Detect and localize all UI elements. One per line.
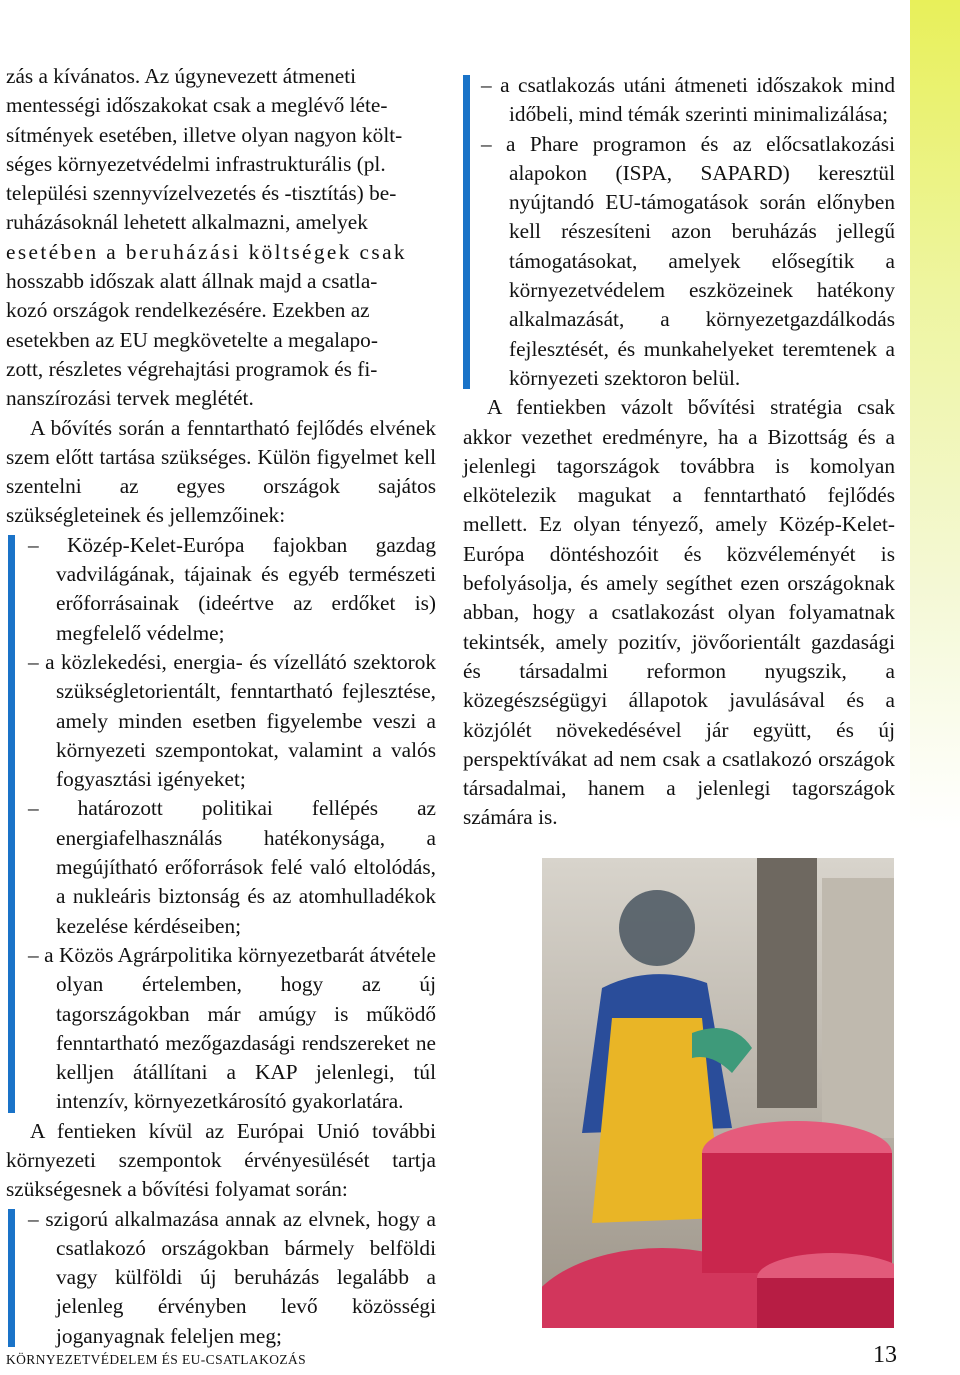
text-line: zott, részletes végrehajtási programok és fi- — [6, 356, 378, 381]
bullet-item: – a csatlakozás utáni átmeneti időszakok mind időbeli, mind témák szerinti minimalizálása; — [481, 73, 895, 127]
barrel-body-2 — [757, 1278, 894, 1328]
bullet-item: – határozott politikai fellépés az energiafelhasználás hatékonysága, a megújítható erőforrások felé való eltolódás, a nukleáris biztonság és az atomhulladékok kezelése kérdéseiben; — [28, 796, 436, 938]
barrel-body — [702, 1153, 892, 1273]
text-line: zás a kívánatos. Az úgynevezett átmeneti — [6, 64, 357, 88]
page-number: 13 — [873, 1342, 897, 1368]
right-column — [463, 71, 895, 833]
bullet-item: – a Phare programon és az előcsatlakozási alapokon (ISPA, SAPARD) keresztül nyújtandó EU-támogatások során előnyben kell részesíteni azon beruházás jellegű támogatásokat, amelyek elősegítik a környezetvédelem eszközeinek hatékony alkalmazását, a környezetgazdálkodás fejlesztését, és munkahelyeket teremtenek a környezeti szektoron belül. — [481, 131, 895, 390]
bullet-item: – szigorú alkalmazása annak az elvnek, hogy a csatlakozó országokban bármely belföldi vagy külföldi új beruházás legalább a jelenleg érvényben levő közösségi joganyagnak feleljen meg; — [28, 1206, 436, 1348]
pipe-column — [757, 858, 817, 1108]
bullet-item: – a közlekedési, energia- és vízellátó szektorok szükségletorientált, fenntartható fejlesztése, amely minden esetben figyelembe veszi a környezeti szempontokat, valamint a valós fogyasztási igényeket; — [28, 649, 436, 792]
bullet-list — [6, 531, 436, 1117]
bullet-list — [463, 71, 895, 393]
paragraph: A fentiekben vázolt bővítési stratégia csak akkor vezethet eredményre, ha a Bizottság és a jelenlegi tagországok továbbra is komolyan elkötelezik magukat a fenntartható fejlődés mellett. Ez olyan tényező, amely Közép-Kelet-Európa döntéshozóit és közvéleményét is befolyásolja, és amely segíthet ezen országoknak abban, hogy a csatlakozást olyan folyamatnak tekintsék, amely pozitív, jövőorientált gazdasági és társadalmi reformon nyugszik, a közegészségügyi állapotok javulásával és a közjólét növekedésével jár együtt, és új perspektívákat ad nem csak a csatlakozó országok társadalmai, hanem a jelenlegi tagországok számára is. — [463, 395, 895, 830]
text-line: ruházásoknál lehetett alkalmazni, amelyek — [6, 210, 368, 235]
text-line: kozó országok rendelkezésére. Ezekben az — [6, 298, 370, 323]
bullet-item: – Közép-Kelet-Európa fajokban gazdag vadvilágának, tájainak és egyéb természeti erőforrásainak (ideértve az erdőket is) megfelelő védelme; — [28, 532, 436, 645]
intro-paragraph — [6, 62, 436, 414]
accent-bar — [8, 1209, 15, 1347]
photo-illustration — [542, 858, 894, 1328]
text-line: séges környezetvédelmi infrastrukturális (pl. — [6, 151, 386, 176]
paragraph: A bővítés során a fenntartható fejlődés elvének szem előtt tartása szükséges. Külön figyelmet kell szentelni az egyes országok sajátos szükségleteinek és jellemzőinek: — [6, 415, 436, 528]
worker-barrels-photo — [542, 858, 894, 1328]
text-line: esetekben az EU megkövetelte a megalapo- — [6, 327, 378, 352]
left-column — [6, 62, 436, 1351]
text-line: települési szennyvízelvezetés és -tisztítás) be- — [6, 181, 397, 206]
bullet-list — [6, 1205, 436, 1351]
decorative-gradient-strip — [910, 0, 960, 830]
accent-bar — [8, 535, 15, 1113]
bullet-item: – a Közös Agrárpolitika környezetbarát átvétele olyan értelemben, hogy az új tagországokban már amúgy is működő fenntartható mezőgazdasági rendszereket ne kelljen átállítani a KAP jelenlegi, túl intenzív, környezetkárosító gyakorlatára. — [28, 942, 436, 1114]
text-line: sítmények esetében, illetve olyan nagyon költ- — [6, 122, 403, 147]
shelving — [822, 878, 894, 1138]
text-line: mentességi időszakokat csak a meglévő léte- — [6, 93, 388, 118]
footer-title: KÖRNYEZETVÉDELEM ÉS EU-CSATLAKOZÁS — [6, 1352, 307, 1367]
text-line: esetében a beruházási költségek csak — [6, 239, 407, 264]
text-line: nanszírozási tervek meglétét. — [6, 386, 254, 411]
face-shield — [619, 890, 695, 966]
text-line: hosszabb időszak alatt állnak majd a csatla- — [6, 269, 378, 294]
accent-bar — [463, 75, 470, 389]
paragraph: A fentieken kívül az Európai Unió további környezeti szempontok érvényesülését tartja szükségesnek a bővítési folyamat során: — [6, 1118, 436, 1202]
